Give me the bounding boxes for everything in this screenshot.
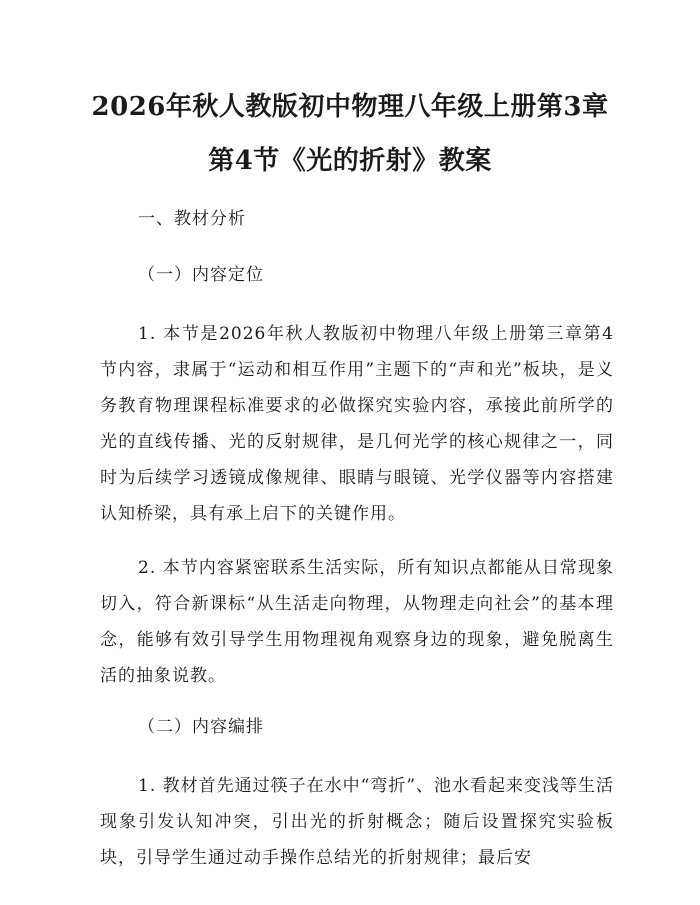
paragraph-arrangement-1: 1. 教材首先通过筷子在水中“弯折”、池水看起来变浅等生活现象引发认知冲突，引出光的折射概念；随后设置探究实验板块，引导学生通过动手操作总结光的折射规律；最后安 xyxy=(100,776,615,868)
title-line-2: 第4节《光的折射》教案 xyxy=(208,146,492,176)
title-line-1: 2026年秋人教版初中物理八年级上册第3章 xyxy=(91,92,609,122)
subsection-heading-content-arrangement: （二）内容编排 xyxy=(138,717,264,737)
paragraph-positioning-2: 2. 本节内容紧密联系生活实际，所有知识点都能从日常现象切入，符合新课标“从生活走向物理，从物理走向社会”的基本理念，能够有效引导学生用物理视角观察身边的现象，避免脱离生活的抽象说教。 xyxy=(100,558,614,686)
subsection-heading-content-positioning: （一）内容定位 xyxy=(138,265,264,285)
document-title xyxy=(86,80,614,188)
section-heading-textbook-analysis: 一、教材分析 xyxy=(138,209,246,229)
paragraph-positioning-1: 1. 本节是2026年秋人教版初中物理八年级上册第三章第4节内容，隶属于“运动和相互作用”主题下的“声和光”板块，是义务教育物理课程标准要求的必做探究实验内容，承接此前所学的光的直线传播、光的反射规律，是几何光学的核心规律之一，同时为后续学习透镜成像规律、眼睛与眼镜、光学仪器等内容搭建认知桥梁，具有承上启下的关键作用。 xyxy=(100,324,614,524)
